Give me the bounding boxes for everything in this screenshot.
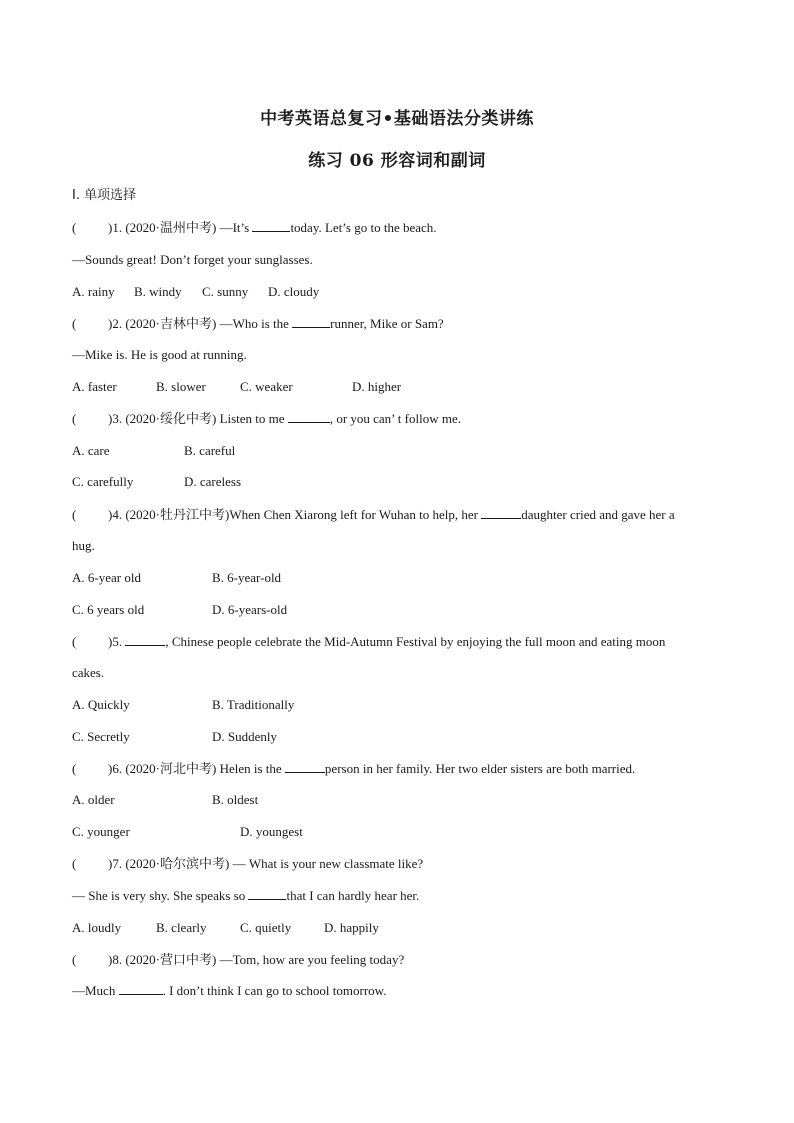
question-3-options-row1 bbox=[72, 443, 235, 459]
question-3 bbox=[72, 411, 461, 427]
question-4-cont: hug. bbox=[72, 538, 95, 553]
answer-blank bbox=[481, 507, 521, 519]
document-subtitle: 练习 06 形容词和副词 bbox=[308, 151, 486, 171]
section-heading: Ⅰ. 单项选择 bbox=[72, 188, 137, 203]
question-stem-end: person in her family. Her two elder sisters are both married. bbox=[324, 761, 636, 776]
option: C. 6 years old bbox=[72, 602, 145, 617]
option: D. 6-years-old bbox=[212, 602, 288, 617]
question-7-options bbox=[72, 920, 379, 936]
answer-blank bbox=[285, 761, 325, 773]
question-stem: )5. bbox=[108, 634, 126, 649]
option: A. faster bbox=[72, 379, 117, 394]
answer-blank bbox=[292, 316, 330, 328]
question-1-reply: —Sounds great! Don’t forget your sunglasses. bbox=[72, 252, 313, 267]
question-stem: )4. (2020·牡丹江中考)When Chen Xiarong left for Wuhan to help, her bbox=[108, 507, 482, 522]
option: C. weaker bbox=[240, 379, 293, 394]
question-stem: )3. (2020·绥化中考) Listen to me bbox=[108, 411, 288, 426]
option: D. cloudy bbox=[268, 284, 320, 299]
option: A. older bbox=[72, 792, 115, 807]
question-2-reply: —Mike is. He is good at running. bbox=[72, 347, 247, 362]
answer-paren: ( bbox=[72, 761, 77, 776]
question-3-options-row2 bbox=[72, 474, 241, 490]
option: A. 6-year old bbox=[72, 570, 141, 585]
option: C. younger bbox=[72, 824, 130, 839]
answer-blank bbox=[252, 220, 290, 232]
option: A. Quickly bbox=[72, 697, 130, 712]
answer-paren: ( bbox=[72, 952, 77, 967]
option: D. careless bbox=[184, 474, 242, 489]
option: A. loudly bbox=[72, 920, 122, 935]
answer-blank bbox=[288, 411, 330, 423]
question-5 bbox=[72, 634, 665, 650]
question-4-options-row2 bbox=[72, 602, 287, 618]
question-6 bbox=[72, 761, 635, 777]
question-1-options bbox=[72, 284, 319, 300]
answer-paren: ( bbox=[72, 316, 77, 331]
option: B. 6-year-old bbox=[212, 570, 282, 585]
question-stem-end: , or you can’ t follow me. bbox=[329, 411, 461, 426]
option: B. careful bbox=[184, 443, 236, 458]
question-4-options-row1 bbox=[72, 570, 281, 586]
question-8 bbox=[72, 952, 404, 968]
reply-text-end: . I don’t think I can go to school tomorrow. bbox=[162, 983, 387, 998]
option: B. clearly bbox=[156, 920, 207, 935]
question-2 bbox=[72, 316, 444, 332]
option: B. oldest bbox=[212, 792, 259, 807]
option: D. happily bbox=[324, 920, 379, 935]
option: D. youngest bbox=[240, 824, 303, 839]
answer-paren: ( bbox=[72, 507, 77, 522]
reply-text: —Much bbox=[72, 983, 119, 998]
option: D. Suddenly bbox=[212, 729, 277, 744]
question-6-options-row2 bbox=[72, 824, 303, 840]
question-stem: )7. (2020·哈尔滨中考) — What is your new classmate like? bbox=[108, 856, 424, 871]
question-1 bbox=[72, 220, 437, 236]
question-stem-end: today. Let’s go to the beach. bbox=[290, 220, 437, 235]
option: C. Secretly bbox=[72, 729, 130, 744]
option: A. rainy bbox=[72, 284, 115, 299]
answer-blank bbox=[248, 888, 286, 900]
question-5-options-row1 bbox=[72, 697, 294, 713]
answer-blank bbox=[119, 983, 163, 995]
question-stem: )6. (2020·河北中考) Helen is the bbox=[108, 761, 285, 776]
question-5-options-row2 bbox=[72, 729, 277, 745]
option: B. slower bbox=[156, 379, 206, 394]
question-6-options-row1 bbox=[72, 792, 258, 808]
answer-paren: ( bbox=[72, 220, 77, 235]
option: C. carefully bbox=[72, 474, 134, 489]
question-stem-end: runner, Mike or Sam? bbox=[330, 316, 444, 331]
option: A. care bbox=[72, 443, 110, 458]
reply-text: — She is very shy. She speaks so bbox=[72, 888, 249, 903]
answer-paren: ( bbox=[72, 411, 77, 426]
question-5-cont: cakes. bbox=[72, 665, 105, 680]
answer-paren: ( bbox=[72, 856, 77, 871]
option: C. sunny bbox=[202, 284, 249, 299]
answer-blank bbox=[125, 634, 165, 646]
question-stem-end: , Chinese people celebrate the Mid-Autumn Festival by enjoying the full moon and eating moon bbox=[165, 634, 666, 649]
question-stem: )2. (2020·吉林中考) —Who is the bbox=[108, 316, 293, 331]
reply-text-end: that I can hardly hear her. bbox=[286, 888, 420, 903]
question-7 bbox=[72, 856, 423, 872]
question-8-reply bbox=[72, 983, 386, 999]
question-2-options bbox=[72, 379, 401, 395]
document-title: 中考英语总复习•基础语法分类讲练 bbox=[260, 109, 534, 129]
answer-paren: ( bbox=[72, 634, 77, 649]
question-4 bbox=[72, 507, 675, 523]
question-stem: )1. (2020·温州中考) —It’s bbox=[108, 220, 253, 235]
question-7-reply bbox=[72, 888, 419, 904]
option: B. Traditionally bbox=[212, 697, 295, 712]
option: D. higher bbox=[352, 379, 402, 394]
question-stem: )8. (2020·营口中考) —Tom, how are you feeling today? bbox=[108, 952, 405, 967]
option: C. quietly bbox=[240, 920, 292, 935]
option: B. windy bbox=[134, 284, 182, 299]
question-stem-end: daughter cried and gave her a bbox=[521, 507, 675, 522]
